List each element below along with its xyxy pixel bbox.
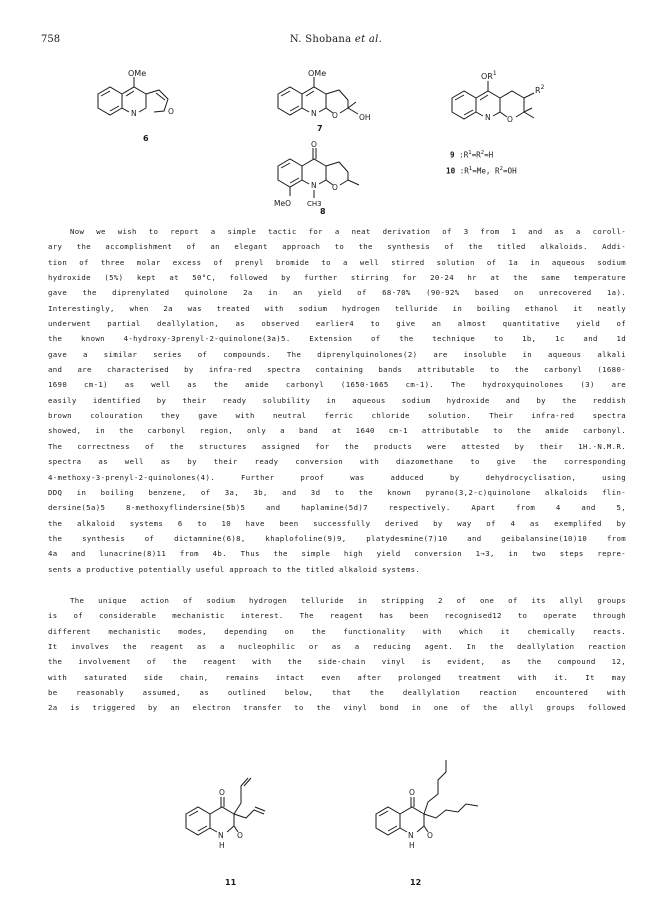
s6-ome-text: OMe (128, 69, 147, 78)
p1-line-21: the synthesis of dictamnine(6)8, khaplofoline(9)9, platydesmine(7)10 and geibalansine(10)10 from (48, 533, 626, 543)
p1-line-10: and are characterised by infra-red spectra containing bands attributable to the carbonyl (1680- (48, 365, 626, 375)
s11-o-carbonyl-text: O (219, 788, 225, 797)
paragraph-1 (48, 224, 626, 577)
p1-line-9: gave a similar series of compounds. The diprenylquinolones(2) are insoluble in aqueous alkali (48, 349, 626, 359)
s6-n-text: N (131, 109, 137, 118)
structure-6 (86, 68, 206, 130)
p2-line-7: be reasonably assumed, as outlined below, that the deallylation reaction encountered with (48, 688, 626, 698)
p1-line-19: dersine(5a)5 8-methoxyflindersine(5b)5 and haplamine(5d)7 respectively. Apart from 4 and 5, (48, 503, 626, 513)
s7-oh-text: OH (359, 113, 371, 122)
s9-n-text: N (485, 113, 491, 122)
structure-11 (176, 756, 296, 866)
s12-o-lactam-text: O (427, 831, 433, 840)
p1-line-4: hydroxide (5%) kept at 50°C, followed by further stirring for 20-24 hr at the same temperature (48, 273, 626, 283)
p2-line-3: different mechanistic modes, depending on the functionality with which it chemically reacts. (48, 626, 626, 636)
p1-line-18: DDQ in boiling benzene, of 3a, 3b, and 3d to the known pyrano(3,2-c)quinolone alkaloids flin- (48, 487, 626, 497)
p1-line-11: 1690 cm-1) as well as the amide carbonyl (1650-1665 cm-1). The hydroxyquinolones (3) are (48, 380, 626, 390)
p1-line-20: the alkaloid systems 6 to 10 have been successfully derived by way of 4 as exemplifed by (48, 518, 626, 528)
p1-line-2: ary the accomplishment of an elegant approach to the synthesis of the titled alkaloids. Addi- (48, 242, 626, 252)
s8-ch3-text: CH3 (307, 200, 322, 208)
s8-n-text: N (311, 181, 317, 190)
s9-or-text: $OR^1$ (481, 70, 497, 81)
p2-line-2: is of considerable mechanistic interest. The reagent has been recognised12 to operate through (48, 611, 626, 621)
p1-line-6: Interestingly, when 2a was treated with sodium hydrogen telluride in boiling ethanol it neatly (48, 303, 626, 313)
s12-n-text: N (408, 831, 414, 840)
running-head (0, 34, 672, 45)
s7-n-text: N (311, 109, 317, 118)
s8-meo-text: MeO (274, 199, 291, 208)
p1-line-8: the known 4-hydroxy-3prenyl-2-quinolone(3a)5. Extension of the technique to 1b, 1c and 1d (48, 334, 626, 344)
s9-o-text: O (507, 115, 513, 124)
s7-ome-text: OMe (308, 69, 327, 78)
legend-10: 10 $:R^1=Me$, $R^2=OH$ (446, 166, 517, 176)
p1-line-17: 4-methoxy-3-prenyl-2-quinolones(4). Further proof was adduced by dehydrocyclisation, using (48, 472, 626, 482)
structure-11-label: 11 (225, 878, 237, 887)
structure-8-label: 8 (320, 207, 326, 216)
s12-h-text: H (409, 841, 415, 850)
structure-12-label: 12 (410, 878, 422, 887)
running-head-authors: N. Shobana (289, 34, 352, 45)
structure-12-drawing (366, 748, 486, 866)
p1-line-15: The correctness of the structures assigned for the products were attested by their 1H.-N.M.R. (48, 441, 626, 451)
p1-line-23: sents a productive potentially useful approach to the titled alkaloid systems. (48, 564, 421, 574)
structure-6-drawing (86, 68, 206, 130)
p1-line-5: gave the diprenylated quinolone 2a in an yield of 68-70% (90-92% based on unrecovered 1a). (48, 288, 626, 298)
s11-n-text: N (218, 831, 224, 840)
p1-line-7: underwent partial deallylation, as observed earlier4 to give an almost quantitative yield of (48, 319, 626, 329)
s9-r2-text: $R^2$ (535, 84, 545, 95)
structure-9-10-drawing (440, 64, 570, 134)
legend-9: 9 $:R^1=R^2=H$ (450, 150, 494, 160)
s8-o-carbonyl-text: O (311, 140, 317, 149)
s7-o-text: O (332, 111, 338, 120)
p1-line-12: easily identified by their ready solubility in aqueous sodium hydroxide and by the reddish (48, 395, 626, 405)
p2-line-8: 2a is triggered by an electron transfer to the vinyl bond in one of the allyl groups followed (48, 703, 626, 713)
structure-6-label: 6 (143, 134, 149, 143)
structure-7-label: 7 (317, 124, 323, 133)
s6-o-text: O (168, 107, 174, 116)
p2-line-4: It involves the reagent as a nucleophilic or as a reducing agent. In the deallylation reaction (48, 642, 626, 652)
p2-line-1: The unique action of sodium hydrogen telluride in stripping 2 of one of its allyl groups (70, 596, 626, 605)
structure-11-drawing (176, 756, 296, 866)
p1-line-22: 4a and lunacrine(8)11 from 4b. Thus the simple high yield conversion 1→3, in two steps repre- (48, 549, 626, 559)
page-number: 758 (41, 34, 61, 45)
p1-line-3: tion of three molar excess of prenyl bromide to a well stirred solution of 1a in aqueous sodium (48, 257, 626, 267)
structure-9-10 (440, 64, 570, 134)
p1-line-13: brown colouration they gave with neutral ferric chloride solution. Their infra-red spectra (48, 411, 626, 421)
s11-h-text: H (219, 841, 225, 850)
p2-line-5: the involvement of the reagent with the side-chain vinyl is evident, as the compound 12, (48, 657, 626, 667)
structure-7-drawing (266, 68, 386, 130)
p1-line-14: showed, in the carbonyl region, only a band at 1640 cm-1 attributable to the amide carbonyl. (48, 426, 626, 436)
structure-8 (262, 140, 392, 222)
p2-line-6: with saturated side chain, remains intact even after prolonged treatment with it. It may (48, 672, 626, 682)
s12-o-carbonyl-text: O (409, 788, 415, 797)
running-head-etal: et al. (354, 34, 383, 45)
structure-7 (266, 68, 386, 130)
p1-line-1: Now we wish to report a simple tactic for a neat derivation of 3 from 1 and as a coroll- (70, 227, 626, 236)
s11-o-lactam-text: O (237, 831, 243, 840)
structure-8-drawing (262, 140, 392, 222)
s8-o-ring-text: O (332, 183, 338, 192)
paragraph-2 (48, 593, 626, 716)
p1-line-16: spectra as well as by their ready conversion with diazomethane to give the corresponding (48, 457, 626, 467)
structure-12 (366, 748, 486, 866)
